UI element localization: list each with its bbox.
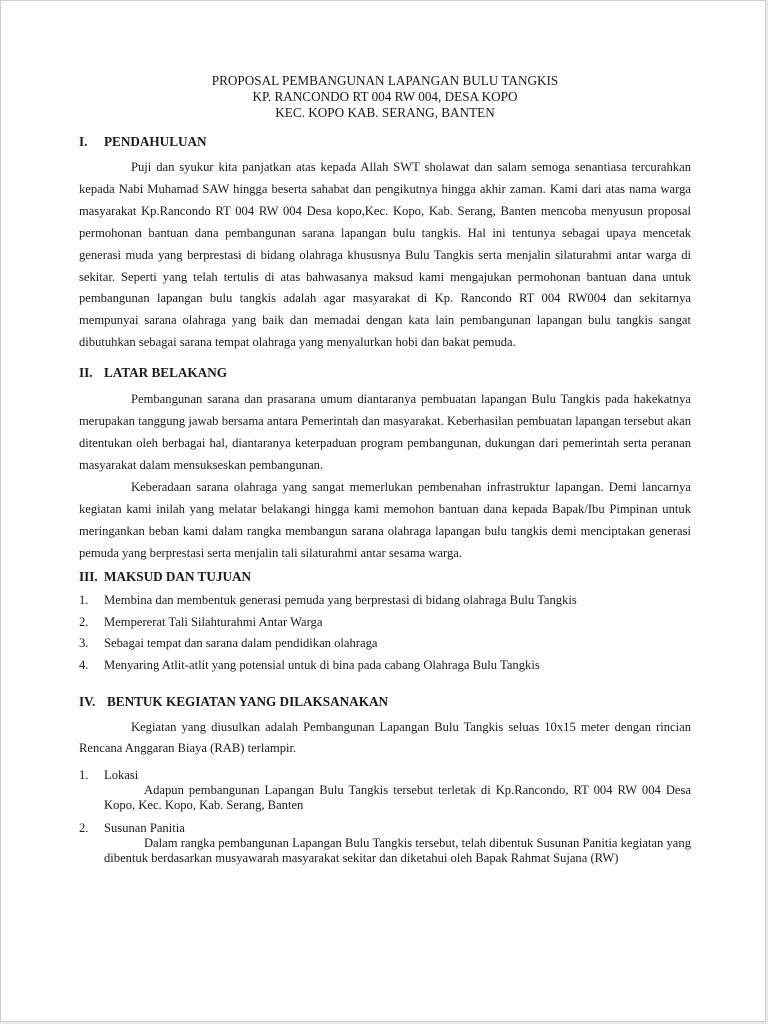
subsection-heading (79, 768, 691, 783)
list-item (79, 655, 691, 677)
section-title: BENTUK KEGIATAN YANG DILAKSANAKAN (107, 693, 389, 709)
list-text: Sebagai tempat dan sarana dalam pendidikan olahraga (104, 636, 378, 651)
list-number: 4. (79, 657, 89, 672)
subsection-lokasi (79, 768, 691, 813)
subsection-susunan-panitia (79, 821, 691, 866)
list-text: Mempererat Tali Silahturahmi Antar Warga (104, 614, 323, 629)
subsection-label: Susunan Panitia (104, 820, 185, 835)
list-text: Menyaring Atlit-atlit yang potensial untuk di bina pada cabang Olahraga Bulu Tangkis (104, 657, 540, 672)
list-item (79, 590, 691, 612)
paragraph: Pembangunan sarana dan prasarana umum diantaranya pembuatan lapangan Bulu Tangkis pada hakekatnya merupakan tanggung jawab bersama antara Pemerintah dan masyarakat. Keberhasilan pembuatan lapangan tersebut akan ditentukan oleh berbagai hal, diantaranya keterpaduan program pembangunan, dukungan dari pemerintah serta peranan masyarakat dalam mensukseskan pembangunan. (79, 392, 691, 473)
section-latar-belakang (79, 364, 691, 564)
paragraph: Keberadaan sarana olahraga yang sangat memerlukan pembenahan infrastruktur lapangan. Demi lancarnya kegiatan kami inilah yang melatar belakangi hingga kami memohon bantuan dana kepada Bapak/Ibu Pimpinan untuk meringankan beban kami dalam rangka membangun sarana olahraga lapangan bulu tangkis demi menciptakan generasi pemuda yang berprestasi serta menjalin tali silaturahmi antar sesama warga. (79, 480, 691, 561)
section-number: III. (79, 569, 98, 585)
list-number: 1. (79, 593, 89, 608)
section-number: II. (79, 365, 93, 381)
objectives-list (79, 590, 691, 676)
section-bentuk-kegiatan (79, 693, 691, 866)
document-title (79, 73, 691, 121)
list-text: Membina dan membentuk generasi pemuda yang berprestasi di bidang olahraga Bulu Tangkis (104, 593, 577, 608)
section-heading (79, 693, 691, 711)
subsection-body (104, 783, 691, 813)
paragraph: Adapun pembangunan Lapangan Bulu Tangkis tersebut terletak di Kp.Rancondo, RT 004 RW 004 Desa Kopo, Kec. Kopo, Kab. Serang, Banten (104, 782, 691, 812)
list-item (79, 612, 691, 634)
subsection-number: 1. (79, 767, 89, 782)
section-title: PENDAHULUAN (104, 134, 207, 149)
list-number: 2. (79, 614, 89, 629)
section-pendahuluan (79, 133, 691, 354)
subsection-body (104, 836, 691, 866)
title-line-2: KP. RANCONDO RT 004 RW 004, DESA KOPO (252, 89, 518, 104)
section-number: IV. (79, 693, 96, 709)
section-number: I. (79, 134, 88, 149)
title-line-1: PROPOSAL PEMBANGUNAN LAPANGAN BULU TANGKIS (211, 73, 559, 88)
list-item (79, 633, 691, 655)
section-heading (79, 364, 691, 382)
subsection-number: 2. (79, 820, 89, 835)
section-title: LATAR BELAKANG (104, 365, 227, 381)
section-heading (79, 133, 691, 151)
paragraph: Puji dan syukur kita panjatkan atas kepada Allah SWT sholawat dan salam semoga senantiasa tercurahkan kepada Nabi Muhamad SAW hingga beserta sahabat dan pengikutnya hingga akhir zaman. Kami dari atas nama warga masyarakat Kp.Rancondo RT 004 RW 004 Desa kopo,Kec. Kopo, Kab. Serang, Banten mencoba menyusun proposal permohonan bantuan dana pembangunan sarana lapangan bulu tangkis. Hal ini tentunya sebagai upaya mencetak generasi muda yang berprestasi di bidang olahraga khususnya Bulu Tangkis serta menjalin silaturahmi antar warga di sekitar. Seperti yang telah tertulis di atas bahwasanya maksud kami mengajukan permohonan bantuan dana untuk pembangunan lapangan bulu tangkis adalah agar masyarakat di Kp. Rancondo RT 004 RW004 dan sekitarnya mempunyai sarana olahraga yang baik dan memadai dengan kata lain pembangunan lapangan bulu tangkis sangat dibutuhkan sebagai sarana tempat olahraga yang menyalurkan hobi dan bakat pemuda. (79, 160, 691, 350)
title-line-3: KEC. KOPO KAB. SERANG, BANTEN (275, 105, 495, 120)
paragraph: Dalam rangka pembangunan Lapangan Bulu Tangkis tersebut, telah dibentuk Susunan Panitia kegiatan yang dibentuk berdasarkan musyawarah masyarakat sekitar dan diketahui oleh Bapak Rahmat Sujana (RW) (104, 835, 691, 865)
section-maksud-dan-tujuan (79, 568, 691, 676)
document-body (79, 73, 691, 866)
paragraph: Kegiatan yang diusulkan adalah Pembangunan Lapangan Bulu Tangkis seluas 10x15 meter dengan rincian Rencana Anggaran Biaya (RAB) terlampir. (79, 719, 691, 756)
list-number: 3. (79, 636, 89, 651)
section-title: MAKSUD DAN TUJUAN (104, 569, 252, 585)
subsection-heading (79, 821, 691, 836)
section-heading (79, 568, 691, 586)
subsection-label: Lokasi (104, 767, 139, 782)
